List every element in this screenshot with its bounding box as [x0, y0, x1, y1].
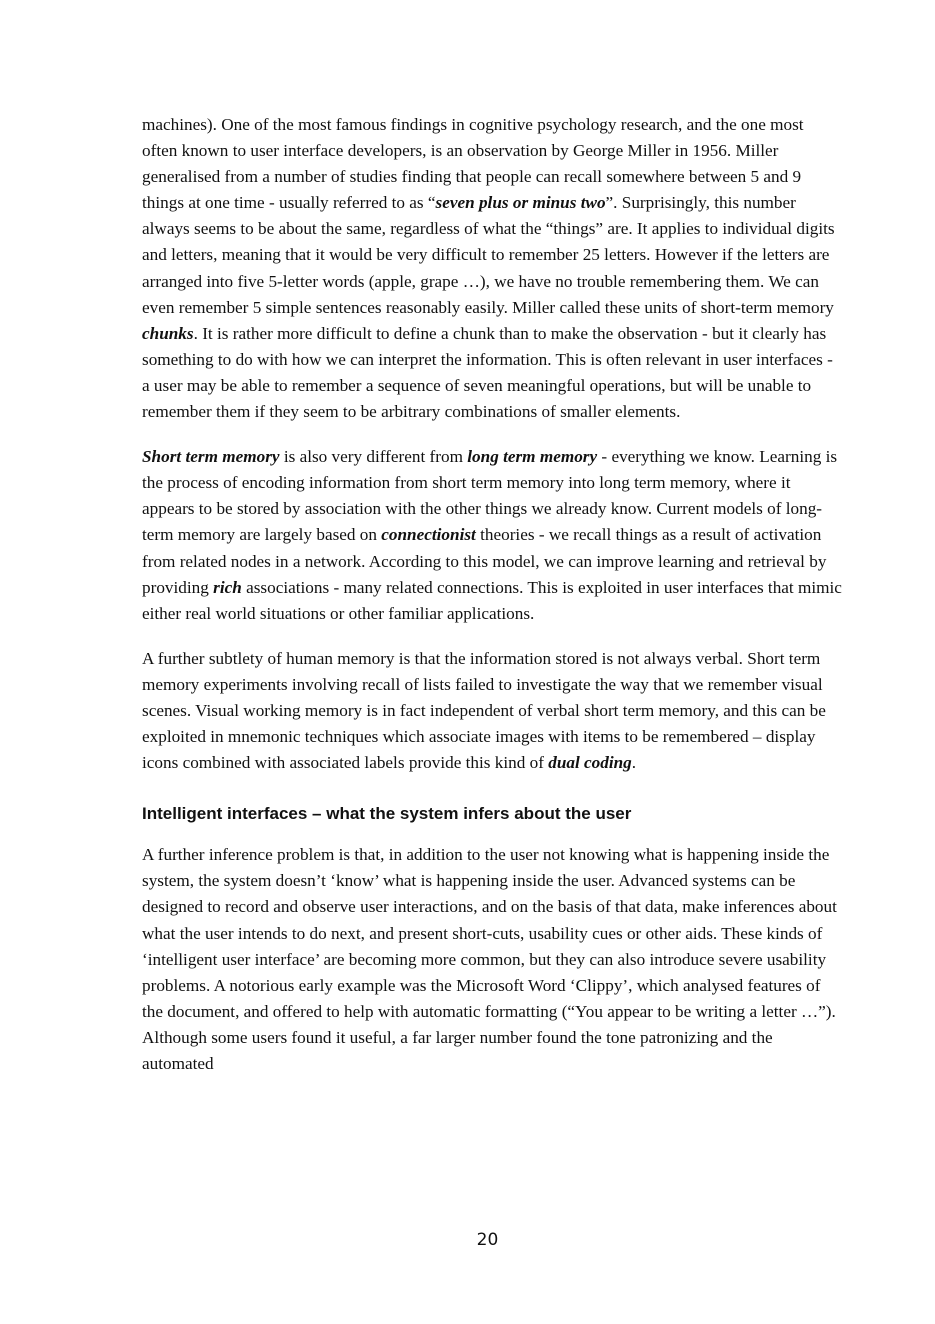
paragraph-text: associations - many related connections. This is exploited in user interfaces that mimic either real world situations or other familiar applications. [142, 577, 842, 623]
emphasis-seven-plus-or-minus-two: seven plus or minus two [435, 193, 606, 213]
paragraph-text: . It is rather more difficult to define a chunk than to make the observation - but it clearly has something to do with how we can interpret the information. This is often relevant in user interfaces - a user may be able to remember a sequence of seven meaningful operations, but will be unable to remember them if they seem to be arbitrary combinations of smaller elements. [142, 323, 833, 422]
emphasis-long-term-memory: long term memory [467, 447, 598, 467]
page-number: 20 [476, 1230, 499, 1250]
paragraph-text: machines). One of the most famous findings in cognitive psychology research, and the one most often known to user interface developers, is an observation by George Miller in 1956. Miller generalised from a number of studies finding that people can recall somewhere between 5 and 9 things at one time - usually referred to as “ [142, 115, 804, 213]
paragraph-long-term-memory [142, 444, 842, 627]
emphasis-dual-coding: dual coding [548, 753, 632, 773]
paragraph-text: A further subtlety of human memory is that the information stored is not always verbal. Short term memory experiments involving recall of lists failed to investigate the way that we remember visual scenes. Visual working memory is in fact independent of verbal short term memory, and this can be exploited in mnemonic techniques which associate images with items to be remembered – display icons combined with associated labels provide this kind of [142, 648, 826, 773]
paragraph-text: A further inference problem is that, in addition to the user not knowing what is happening inside the system, the system doesn’t ‘know’ what is happening inside the user. Advanced systems can be designed to record and observe user interactions, and on the basis of that data, make inferences about what the user intends to do next, and present short-cuts, usability cues or other aids. These kinds of ‘intelligent user interface’ are becoming more common, but they can also introduce severe usability problems. A notorious early example was the Microsoft Word ‘Clippy’, which analysed features of the document, and offered to help with automatic formatting (“You appear to be writing a letter …”). Although some users found it useful, a far larger number found the tone patronizing and the automated [142, 845, 837, 1073]
paragraph-text: - everything we know. Learning is the process of encoding information from short term memory into long term memory, where it appears to be stored by association with the other things we already know. Current models of long-term memory are largely based on [142, 447, 838, 545]
paragraph-text: ”. Surprisingly, this number always seems to be about the same, regardless of what the “things” are. It applies to individual digits and letters, meaning that it would be very difficult to remember 25 letters. However if the letters are arranged into five 5-letter words (apple, grape …), we have no trouble remembering them. We can even remember 5 simple sentences reasonably easily. Miller called these units of short-term memory [142, 193, 835, 317]
emphasis-chunks: chunks [142, 323, 194, 343]
emphasis-rich: rich [213, 577, 242, 597]
paragraph-miller-chunks [142, 112, 842, 425]
document-page [142, 112, 842, 1077]
emphasis-connectionist: connectionist [381, 525, 476, 545]
paragraph-visual-memory [142, 646, 842, 776]
paragraph-intelligent-interfaces [142, 842, 842, 1077]
paragraph-text: is also very different from [279, 447, 468, 467]
paragraph-text: theories - we recall things as a result of activation from related nodes in a network. According to this model, we can improve learning and retrieval by providing [142, 525, 827, 597]
emphasis-short-term-memory: Short term memory [142, 447, 280, 467]
section-heading: Intelligent interfaces – what the system infers about the user [142, 804, 632, 824]
paragraph-text: . [631, 753, 637, 773]
